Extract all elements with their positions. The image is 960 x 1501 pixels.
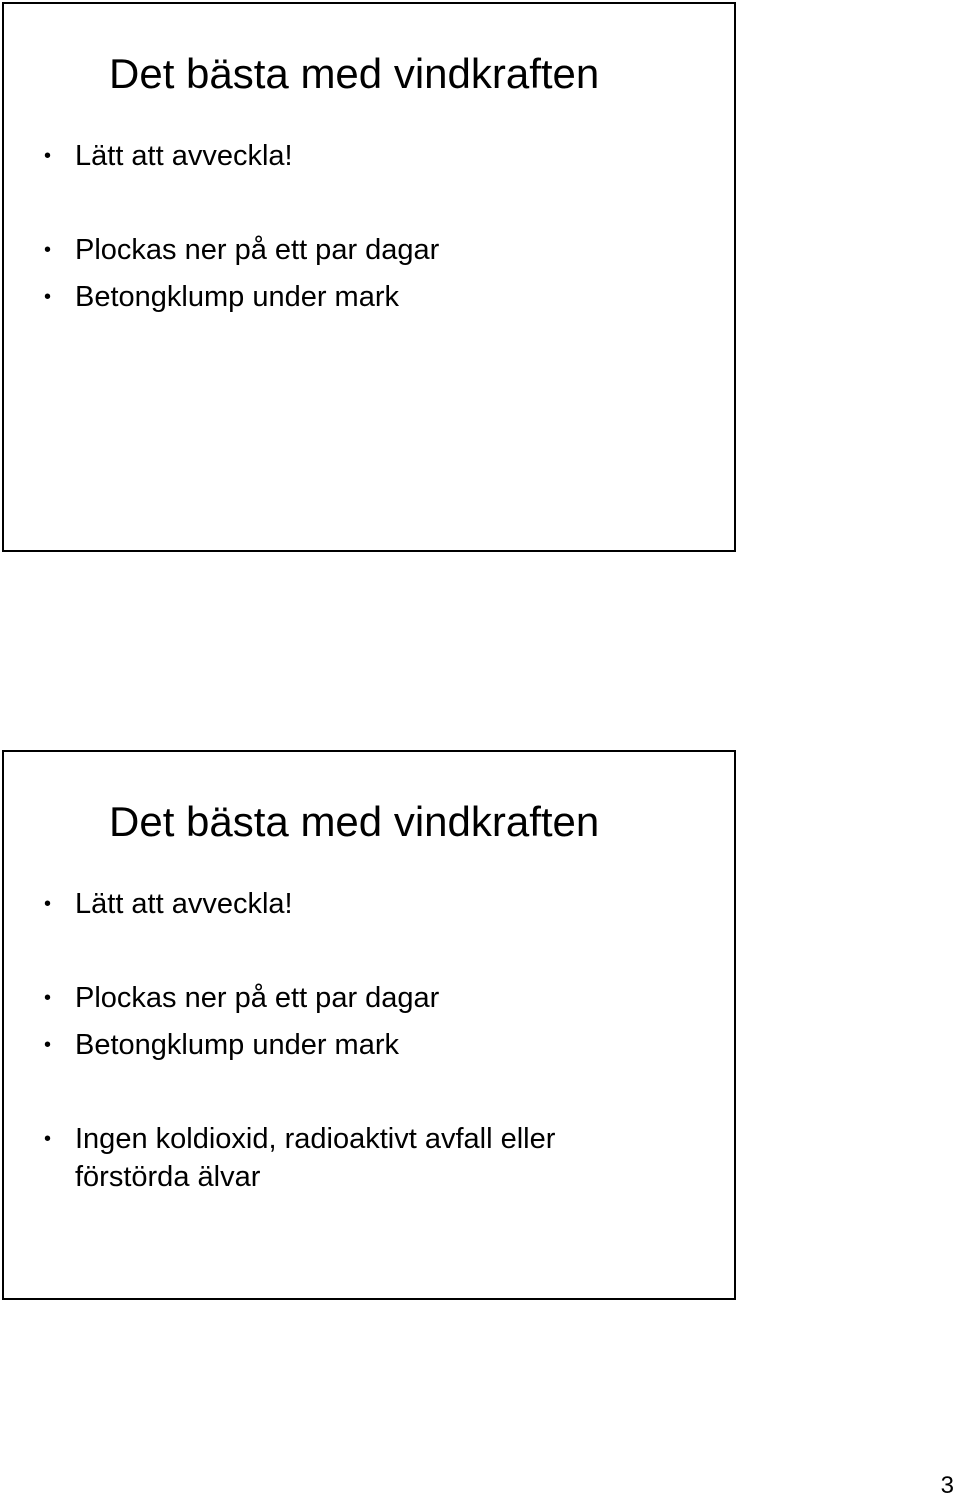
bullet-dot-icon: •	[44, 987, 52, 1009]
bullet-text: Ingen koldioxid, radioaktivt avfall eller	[75, 1123, 556, 1155]
bullet-dot-icon: •	[44, 286, 52, 308]
bullet-dot-icon: •	[44, 1034, 52, 1056]
bullet-text: Plockas ner på ett par dagar	[75, 982, 440, 1014]
bullet-dot-icon: •	[44, 893, 52, 915]
bullet-dot-icon: •	[44, 1128, 52, 1150]
bullet-text: förstörda älvar	[75, 1161, 261, 1193]
bullet-text: Plockas ner på ett par dagar	[75, 234, 440, 266]
page-number: 3	[940, 1472, 954, 1499]
slide-2-title: Det bästa med vindkraften	[109, 798, 600, 845]
slide-2	[2, 750, 736, 1300]
bullet-dot-icon: •	[44, 239, 52, 261]
slide-1	[2, 2, 736, 552]
bullet-text: Betongklump under mark	[75, 1029, 399, 1061]
bullet-dot-icon: •	[44, 145, 52, 167]
slide-1-title: Det bästa med vindkraften	[109, 50, 600, 97]
bullet-text: Lätt att avveckla!	[75, 140, 293, 172]
bullet-text: Betongklump under mark	[75, 281, 399, 313]
bullet-text: Lätt att avveckla!	[75, 888, 293, 920]
